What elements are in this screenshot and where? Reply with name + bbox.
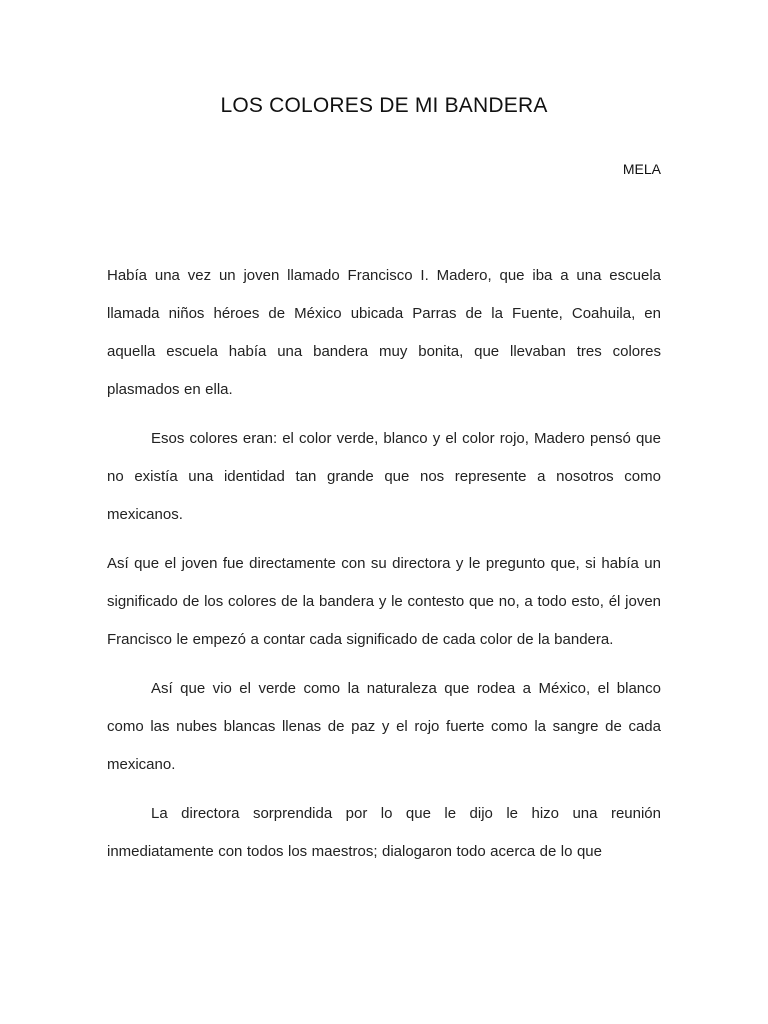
paragraph: La directora sorprendida por lo que le dijo le hizo una reunión inmediatamente con todos los maestros; dialogaron todo acerca de lo que [107, 805, 661, 860]
document-title: LOS COLORES DE MI BANDERA [220, 94, 548, 117]
paragraph: Así que vio el verde como la naturaleza que rodea a México, el blanco como las nubes blancas llenas de paz y el rojo fuerte como la sangre de cada mexicano. [107, 680, 661, 773]
document-body [107, 257, 661, 882]
paragraph: Así que el joven fue directamente con su directora y le pregunto que, si había un significado de los colores de la bandera y le contesto que no, a todo esto, él joven Francisco le empezó a contar cada significado de cada color de la bandera. [107, 555, 661, 648]
document-author: MELA [622, 161, 661, 177]
paragraph: Había una vez un joven llamado Francisco I. Madero, que iba a una escuela llamada niños héroes de México ubicada Parras de la Fuente, Coahuila, en aquella escuela había una bandera muy bonita, que llevaban tres colores plasmados en ella. [107, 267, 661, 398]
paragraph: Esos colores eran: el color verde, blanco y el color rojo, Madero pensó que no existía una identidad tan grande que nos represente a nosotros como mexicanos. [107, 430, 661, 523]
